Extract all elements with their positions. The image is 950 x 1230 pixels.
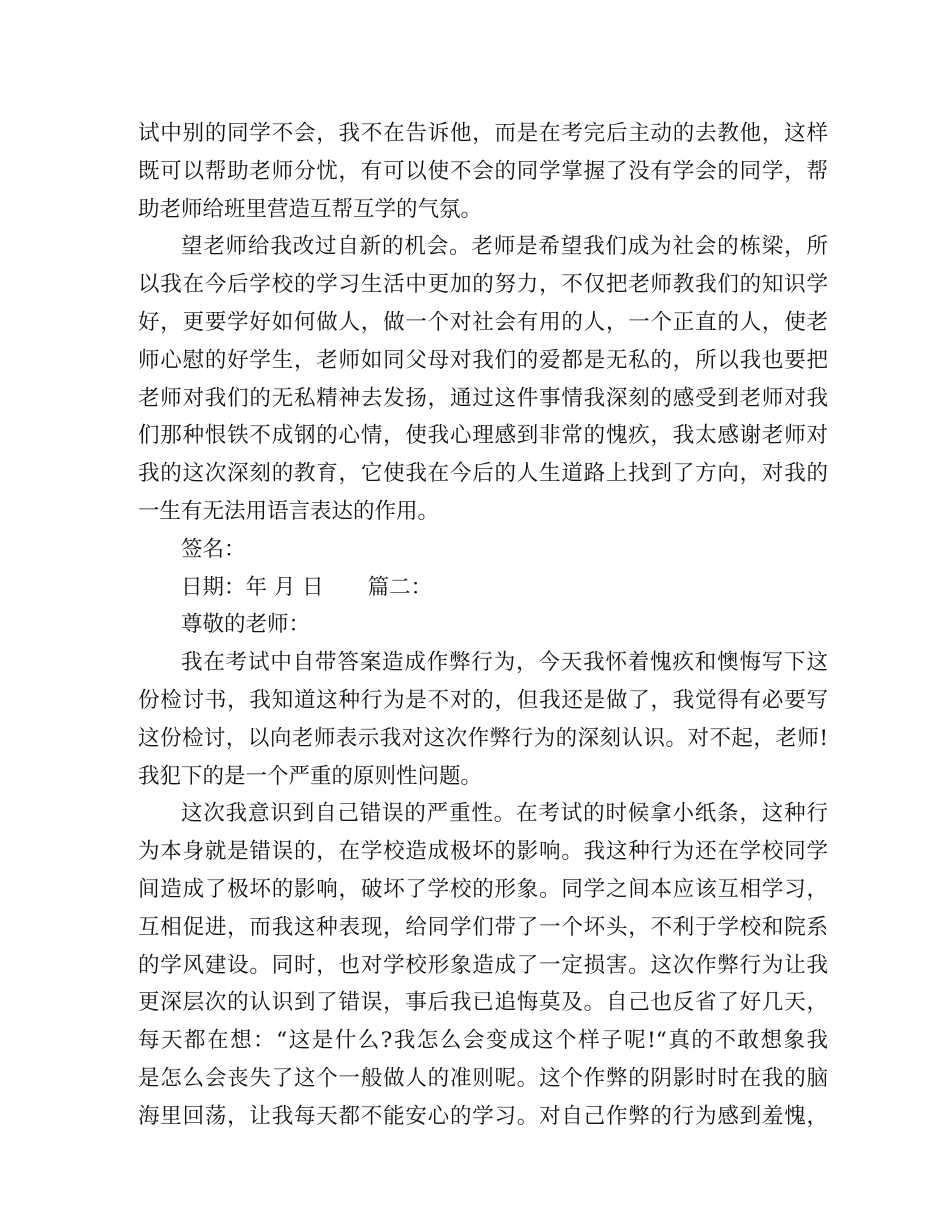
text-line: 海里回荡，让我每天都不能安心的学习。对自己作弊的行为感到羞愧， (138, 1103, 828, 1129)
text-line: 试中别的同学不会，我不在告诉他，而是在考完后主动的去教他，这样 (138, 121, 828, 146)
text-line: 师心慰的好学生，老师如同父母对我们的爱都是无私的，所以我也要把 (138, 347, 828, 373)
paragraph-first-line: 望老师给我改过自新的机会。老师是希望我们成为社会的栋梁，所 (181, 234, 828, 260)
text-line: 每天都在想：“这是什么?我怎么会变成这个样子呢!“真的不敢想象我 (138, 1028, 828, 1054)
text-line: 好，更要学好如何做人，做一个对社会有用的人，一个正直的人，使老 (138, 309, 828, 335)
paragraph-first-line: 这次我意识到自己错误的严重性。在考试的时候拿小纸条，这种行 (181, 801, 828, 827)
text-line: 以我在今后学校的学习生活中更加的努力，不仅把老师教我们的知识学 (138, 272, 828, 298)
text-line: 我的这次深刻的教育，它使我在今后的人生道路上找到了方向，对我的 (138, 461, 828, 487)
text-line: 老师对我们的无私精神去发扬，通过这件事情我深刻的感受到老师对我 (138, 385, 828, 411)
text-line: 我犯下的是一个严重的原则性问题。 (138, 763, 483, 789)
paragraph-first-line: 我在考试中自带答案造成作弊行为，今天我怀着愧疚和懊悔写下这 (181, 650, 828, 676)
document-body (138, 115, 828, 1136)
text-line: 是怎么会丧失了这个一般做人的准则呢。这个作弊的阴影时时在我的脑 (138, 1065, 828, 1091)
text-line: 互相促进，而我这种表现，给同学们带了一个坏头，不利于学校和院系 (138, 914, 828, 940)
text-line: 们那种恨铁不成钢的心情，使我心理感到非常的愧疚，我太感谢老师对 (138, 423, 828, 449)
date-line (138, 569, 828, 607)
text-line: 既可以帮助老师分忧，有可以使不会的同学掌握了没有学会的同学，帮 (138, 158, 828, 184)
text-line: 间造成了极坏的影响，破坏了学校的形象。同学之间本应该互相学习， (138, 876, 828, 902)
salutation: 尊敬的老师： (181, 612, 311, 638)
text-line: 助老师给班里营造互帮互学的气氛。 (138, 196, 483, 222)
section-label: 篇二： (367, 574, 433, 600)
date-text: 日期：年 月 日 (181, 574, 324, 600)
text-line: 为本身就是错误的，在学校造成极坏的影响。我这种行为还在学校同学 (138, 839, 828, 865)
text-line: 一生有无法用语言表达的作用。 (138, 498, 440, 524)
text-line: 这份检讨，以向老师表示我对这次作弊行为的深刻认识。对不起，老师! (138, 725, 828, 751)
signature-line: 签名： (181, 536, 246, 562)
text-line: 份检讨书，我知道这种行为是不对的，但我还是做了，我觉得有必要写 (138, 687, 828, 713)
text-line: 的学风建设。同时，也对学校形象造成了一定损害。这次作弊行为让我 (138, 952, 828, 978)
text-line: 更深层次的认识到了错误，事后我已追悔莫及。自己也反省了好几天， (138, 990, 828, 1016)
